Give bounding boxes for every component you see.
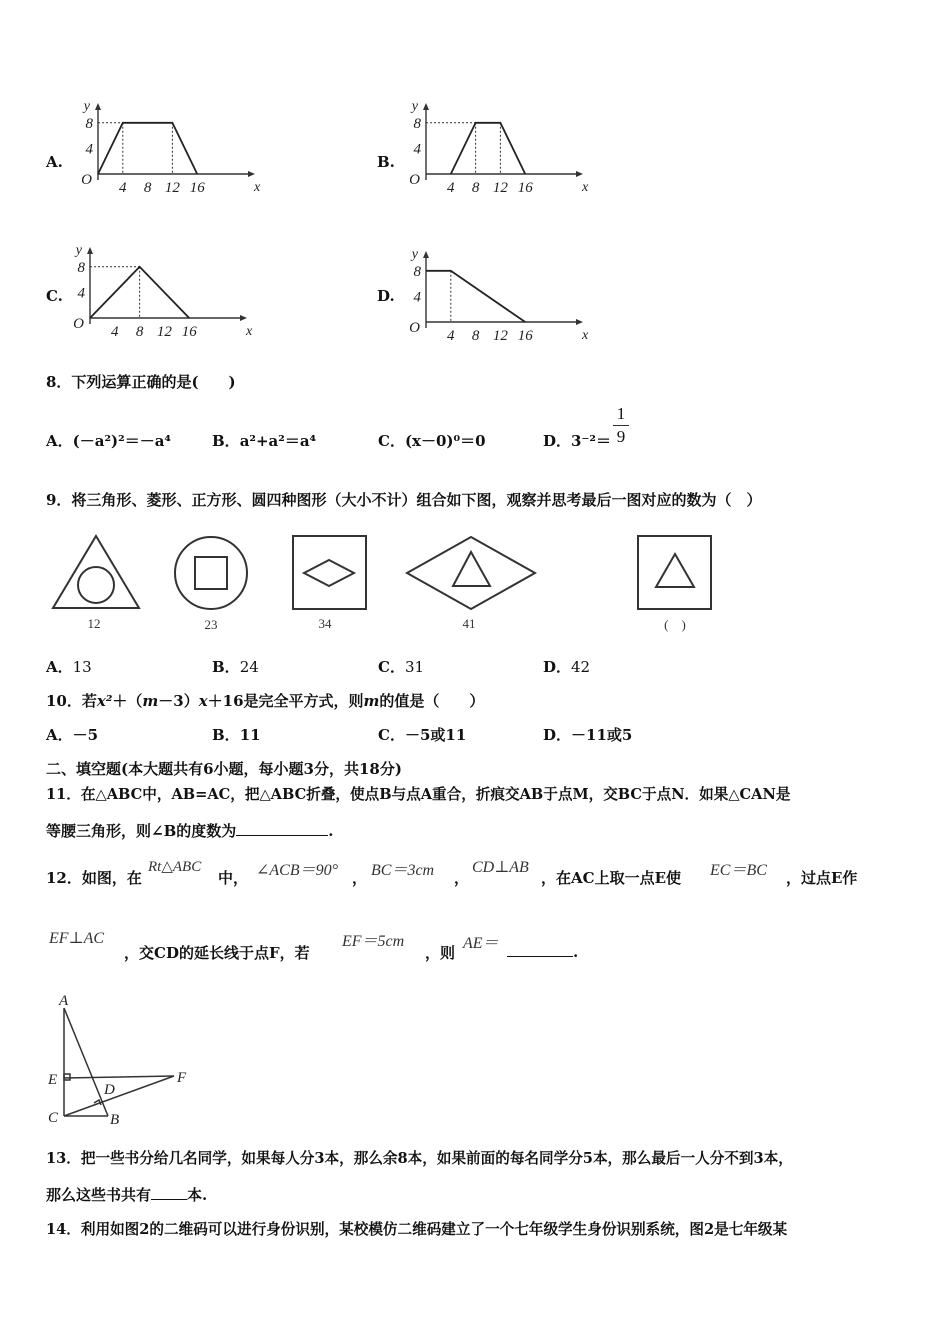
q12-point-a: A	[59, 993, 69, 1009]
function-graph-line	[426, 271, 525, 322]
q12-text-end: .	[573, 943, 579, 961]
q13-line-1: 13．把一些书分给几名同学，如果每人分3本，那么余8本，如果前面的每名同学分5本，那么最后一人分不到3本，	[46, 1150, 793, 1167]
q12-right-angle-e	[64, 1074, 70, 1080]
q12-answer-line	[507, 942, 578, 961]
origin-label: O	[409, 320, 420, 336]
x-axis-arrow	[576, 171, 583, 177]
q12-point-e: E	[48, 1072, 58, 1088]
q9-figure-triangle-circle	[53, 536, 139, 608]
q12-math-angle-acb: ∠ACB＝90°	[256, 862, 339, 879]
q9-option-a-label: A．	[46, 658, 73, 676]
q13-line-2-text: 那么这些书共有	[46, 1186, 152, 1204]
x-tick-label: 16	[181, 324, 197, 340]
q7-option-d-label: D.	[377, 287, 395, 305]
q7-graph-c	[68, 240, 258, 340]
q14-line-1: 14．利用如图2的二维码可以进行身份识别，某校模仿二维码建立了一个七年级学生身份识别系统，图2是七年级某	[46, 1221, 788, 1238]
q10-stem-part: 的值是（ ）	[379, 692, 485, 710]
q10-option-b	[212, 724, 261, 745]
q10-stem-x: x	[198, 692, 208, 710]
q10-stem-part: ＋16是完全平方式，则	[207, 692, 364, 710]
x-tick-label: 8	[143, 180, 152, 196]
q12-point-b: B	[110, 1112, 120, 1128]
y-tick-label: 4	[85, 141, 93, 158]
q12-math-ec-bc: EC＝BC	[710, 862, 767, 879]
q9-option-d-text: 42	[571, 658, 591, 676]
q8-option-d-label: D．	[543, 432, 572, 450]
function-graph-line	[451, 123, 525, 174]
y-tick-label: 8	[413, 115, 421, 132]
x-axis-label: x	[254, 180, 261, 195]
q8-option-c	[378, 430, 486, 451]
q9-option-c-label: C．	[378, 658, 405, 676]
q10-option-c-text: －5或11	[404, 726, 467, 744]
q11-answer-blank[interactable]	[236, 821, 328, 836]
x-axis-label: x	[246, 324, 253, 339]
q8-option-a	[46, 430, 171, 451]
x-tick-label: 12	[164, 180, 180, 196]
q12-text-5: ，在AC上取一点E使	[541, 869, 682, 887]
q12-text-1: 12．如图，在	[46, 869, 142, 887]
x-tick-label: 4	[447, 328, 455, 344]
q8-option-d	[543, 430, 611, 451]
q7-graph-b	[404, 96, 594, 196]
y-axis-arrow	[95, 103, 101, 110]
x-axis-arrow	[576, 319, 583, 325]
q9-figure-label-4: 41	[462, 616, 476, 631]
q9-figure-rhombus-triangle	[407, 537, 535, 609]
q9-figure-square-rhombus	[293, 536, 366, 609]
y-axis-arrow	[423, 251, 429, 258]
q10-stem	[46, 690, 484, 711]
q8-option-a-text: (－a²)²＝－a⁴	[72, 432, 171, 450]
x-axis-label: x	[582, 328, 589, 343]
origin-label: O	[81, 172, 92, 188]
y-axis-label: y	[411, 247, 418, 262]
q12-point-c: C	[48, 1110, 59, 1126]
q9-figure-circle-square	[175, 537, 247, 609]
q9-figure-label-3: 34	[318, 616, 332, 631]
q10-option-d	[543, 724, 632, 745]
y-axis-arrow	[423, 103, 429, 110]
function-graph-line	[98, 123, 197, 174]
q12-math-cd-perp-ab: CD⊥AB	[472, 859, 529, 876]
q12-math-rt-abc: Rt△ABC	[148, 859, 202, 875]
q10-stem-part: ＋（	[112, 692, 143, 710]
q12-segment-ef	[64, 1076, 174, 1078]
x-tick-label: 4	[447, 180, 455, 196]
q10-stem-part: －3）	[158, 692, 199, 710]
y-axis-label: y	[411, 99, 418, 114]
q12-text-8: ，则	[425, 944, 456, 962]
q8-option-b	[212, 430, 316, 451]
q9-stem: 9．将三角形、菱形、正方形、圆四种图形（大小不计）组合如下图，观察并思考最后一图对应的数为（ ）	[46, 491, 762, 509]
q9-option-d	[543, 656, 590, 677]
q10-option-c	[378, 724, 466, 745]
q8-fraction-denominator: 9	[616, 427, 626, 446]
q9-option-b-text: 24	[239, 658, 259, 676]
q10-option-a	[46, 724, 98, 745]
q9-option-a	[46, 656, 92, 677]
q9-option-b	[212, 656, 259, 677]
section-2-heading: 二、填空题(本大题共有6小题，每小题3分，共18分)	[46, 760, 402, 778]
q9-figures	[40, 528, 740, 638]
x-tick-label: 4	[119, 180, 127, 196]
y-axis-label: y	[83, 99, 90, 114]
y-tick-label: 8	[413, 263, 421, 280]
q8-stem: 8．下列运算正确的是( )	[46, 373, 236, 391]
q12-math-ae: AE＝	[463, 935, 499, 952]
q8-option-c-label: C．	[378, 432, 405, 450]
q13-answer-blank[interactable]	[151, 1185, 187, 1200]
q12-text-6: ，过点E作	[786, 869, 858, 887]
q10-stem-x2: x²	[96, 692, 113, 710]
q12-math-ef: EF＝5cm	[342, 933, 405, 950]
x-tick-label: 4	[111, 324, 119, 340]
y-tick-label: 4	[413, 289, 421, 306]
q9-figure-square-triangle	[638, 536, 711, 609]
q10-option-c-label: C．	[378, 726, 405, 744]
q7-graph-d	[404, 244, 594, 344]
q13-line-2-end: 本.	[187, 1186, 208, 1204]
q10-stem-m: m	[142, 692, 159, 710]
q12-figure	[42, 988, 202, 1128]
x-axis-arrow	[248, 171, 255, 177]
q8-fraction	[613, 404, 629, 447]
q10-stem-m: m	[363, 692, 380, 710]
q12-math-ef-perp-ac: EF⊥AC	[49, 930, 105, 947]
y-axis-label: y	[75, 243, 82, 258]
q12-text-2: 中，	[218, 869, 249, 887]
q10-option-a-text: －5	[72, 726, 99, 744]
q9-option-c-text: 31	[404, 658, 425, 676]
x-tick-label: 16	[517, 180, 533, 196]
y-tick-label: 4	[413, 141, 421, 158]
q11-line-2	[46, 820, 333, 841]
q9-option-b-label: B．	[212, 658, 240, 676]
x-tick-label: 16	[517, 328, 533, 344]
q8-option-d-text: 3⁻²＝	[571, 432, 611, 450]
q11-line-2-text: 等腰三角形，则∠B的度数为	[46, 822, 237, 840]
q7-option-b-label: B.	[377, 153, 395, 171]
q9-figure-label-5: ( )	[664, 617, 686, 632]
q8-option-b-text: a²+a²＝a⁴	[239, 432, 317, 450]
q7-option-c-label: C.	[46, 287, 63, 305]
y-tick-label: 8	[77, 259, 85, 276]
q9-option-a-text: 13	[72, 658, 92, 676]
q8-fraction-numerator: 1	[616, 404, 626, 423]
q7-graph-a	[76, 96, 266, 196]
q8-option-b-label: B．	[212, 432, 240, 450]
q12-text-4: ，	[454, 869, 470, 887]
x-tick-label: 8	[471, 180, 480, 196]
q11-line-2-end: .	[328, 822, 334, 840]
x-tick-label: 12	[156, 324, 172, 340]
y-tick-label: 8	[85, 115, 93, 132]
x-tick-label: 8	[135, 324, 144, 340]
q12-segment-ab	[64, 1008, 108, 1116]
x-tick-label: 12	[492, 328, 508, 344]
x-axis-arrow	[240, 315, 247, 321]
q12-math-bc: BC＝3cm	[371, 862, 435, 879]
q12-point-d: D	[104, 1082, 115, 1098]
q10-option-b-text: 11	[239, 726, 261, 744]
q10-option-a-label: A．	[46, 726, 73, 744]
q9-option-d-label: D．	[543, 658, 572, 676]
y-tick-label: 4	[77, 285, 85, 302]
q10-option-d-label: D．	[543, 726, 572, 744]
q12-text-7: ，交CD的延长线于点F，若	[124, 944, 310, 962]
q12-point-f: F	[177, 1070, 187, 1086]
q12-answer-blank[interactable]	[507, 942, 573, 957]
q9-option-c	[378, 656, 424, 677]
q8-option-c-text: (x－0)⁰＝0	[404, 432, 486, 450]
q8-option-a-label: A．	[46, 432, 73, 450]
q11-line-1: 11．在△ABC中，AB=AC，把△ABC折叠，使点B与点A重合，折痕交AB于点M，交BC于点N．如果△CAN是	[46, 786, 791, 803]
q8-fraction-bar	[613, 425, 629, 426]
q12-text-3: ，	[352, 869, 368, 887]
origin-label: O	[73, 316, 84, 332]
q9-figure-label-1: 12	[87, 616, 101, 631]
origin-label: O	[409, 172, 420, 188]
x-tick-label: 16	[189, 180, 205, 196]
x-tick-label: 12	[492, 180, 508, 196]
q10-option-d-text: －11或5	[571, 726, 633, 744]
q10-stem-part: 10．若	[46, 692, 97, 710]
q7-option-a-label: A.	[46, 153, 63, 171]
x-tick-label: 8	[471, 328, 480, 344]
x-axis-label: x	[582, 180, 589, 195]
q12-segment-cf	[64, 1076, 174, 1116]
q10-option-b-label: B．	[212, 726, 240, 744]
q9-figure-label-2: 23	[204, 617, 218, 632]
q13-line-2	[46, 1184, 207, 1205]
y-axis-arrow	[87, 247, 93, 254]
